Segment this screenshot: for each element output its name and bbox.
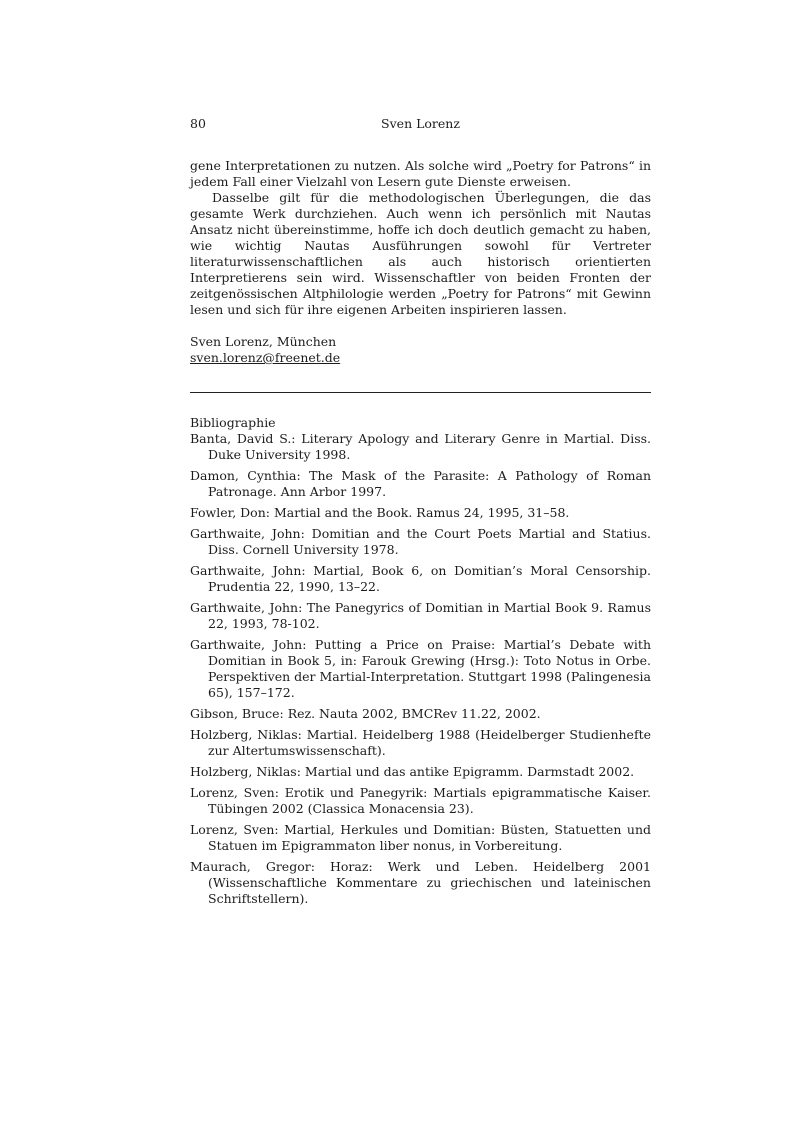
bibliography-entry: Garthwaite, John: Domitian and the Court Poets Martial and Statius. Diss. Cornell University 1978.	[190, 526, 651, 557]
section-divider	[190, 392, 651, 393]
review-paragraph: gene Interpretationen zu nutzen. Als solche wird „Poetry for Patrons“ in jedem Fall einer Vielzahl von Lesern gute Dienste erweisen.	[190, 158, 651, 189]
bibliography-entry: Holzberg, Niklas: Martial. Heidelberg 1988 (Heidelberger Studienhefte zur Altertumswissenschaft).	[190, 727, 651, 758]
bibliography-entry: Lorenz, Sven: Martial, Herkules und Domitian: Büsten, Statuetten und Statuen im Epigrammaton liber nonus, in Vorbereitung.	[190, 822, 651, 853]
bibliography-title: Bibliographie	[190, 415, 276, 430]
review-paragraph: Dasselbe gilt für die methodologischen Überlegungen, die das gesamte Werk durchziehen. Auch wenn ich persönlich mit Nautas Ansatz nicht übereinstimme, hoffe ich doch deutlich gemacht zu haben, wie wichtig Nautas Ausführungen sowohl für Vertreter literaturwissenschaftlichen als auch historisch orientierten Interpretierens sein wird. Wissenschaftler von beiden Fronten der zeitgenössischen Altphilologie werden „Poetry for Patrons“ mit Gewinn lesen und sich für ihre eigenen Arbeiten inspirieren lassen.	[190, 190, 651, 317]
page-content	[190, 158, 651, 912]
running-header-title: Sven Lorenz	[381, 116, 460, 131]
bibliography-entry: Maurach, Gregor: Horaz: Werk und Leben. Heidelberg 2001 (Wissenschaftliche Kommentare zu griechischen und lateinischen Schriftstellern).	[190, 859, 651, 906]
bibliography-entry: Damon, Cynthia: The Mask of the Parasite: A Pathology of Roman Patronage. Ann Arbor 1997.	[190, 468, 651, 499]
bibliography-entry: Lorenz, Sven: Erotik und Panegyrik: Martials epigrammatische Kaiser. Tübingen 2002 (Classica Monacensia 23).	[190, 785, 651, 816]
bibliography-entry: Fowler, Don: Martial and the Book. Ramus 24, 1995, 31–58.	[190, 505, 570, 520]
bibliography-entry: Gibson, Bruce: Rez. Nauta 2002, BMCRev 11.22, 2002.	[190, 706, 541, 721]
author-signature: Sven Lorenz, München	[190, 334, 337, 349]
bibliography-entry: Garthwaite, John: Martial, Book 6, on Domitian’s Moral Censorship. Prudentia 22, 1990, 13–22.	[190, 563, 651, 594]
page-number: 80	[190, 116, 206, 131]
author-email-link[interactable]: sven.lorenz@freenet.de	[190, 350, 341, 365]
page-header	[190, 116, 651, 132]
bibliography-entry: Holzberg, Niklas: Martial und das antike Epigramm. Darmstadt 2002.	[190, 764, 635, 779]
bibliography-section	[190, 415, 651, 907]
bibliography-list	[190, 431, 651, 907]
bibliography-entry: Banta, David S.: Literary Apology and Literary Genre in Martial. Diss. Duke University 1998.	[190, 431, 651, 462]
bibliography-entry: Garthwaite, John: Putting a Price on Praise: Martial’s Debate with Domitian in Book 5, in: Farouk Grewing (Hrsg.): Toto Notus in Orbe. Perspektiven der Martial-Interpretation. Stuttgart 1998 (Palingenesia 65), 157–172.	[190, 637, 651, 700]
bibliography-entry: Garthwaite, John: The Panegyrics of Domitian in Martial Book 9. Ramus 22, 1993, 78-102.	[190, 600, 651, 631]
